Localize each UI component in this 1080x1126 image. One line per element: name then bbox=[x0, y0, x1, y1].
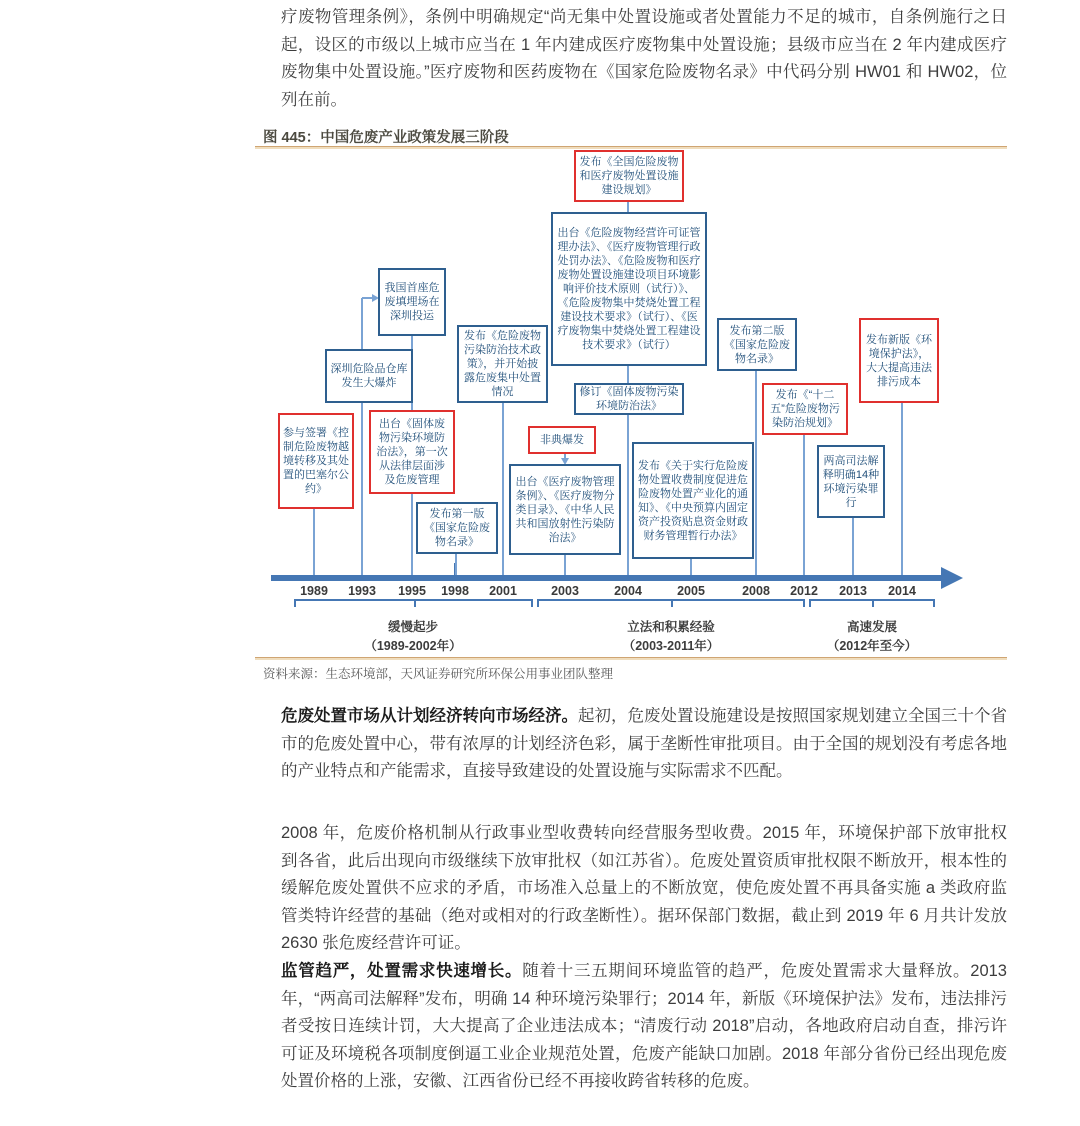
year-label: 2001 bbox=[489, 584, 517, 598]
connector-line bbox=[411, 494, 413, 575]
phase-brace-tick bbox=[414, 599, 416, 607]
phase-name: 立法和积累经验 bbox=[627, 620, 715, 634]
timeline-box-sars: 非典爆发 bbox=[528, 426, 596, 454]
phase-name: 缓慢起步 bbox=[387, 620, 438, 634]
paragraph-lead: 危废处置市场从计划经济转向市场经济。 bbox=[281, 707, 578, 725]
connector-line bbox=[564, 555, 566, 575]
phase-brace-tick bbox=[872, 599, 874, 607]
year-label: 2008 bbox=[742, 584, 770, 598]
paragraph-pricing bbox=[281, 820, 1007, 958]
timeline-box-swlaw-revision: 修订《固体废物污染环境防治法》 bbox=[574, 383, 684, 415]
timeline-box-explosion: 深圳危险品仓库发生大爆炸 bbox=[325, 349, 413, 403]
connector-line bbox=[361, 403, 363, 575]
figure-source: 资料来源：生态环境部，天风证券研究所环保公用事业团队整理 bbox=[263, 667, 614, 681]
year-label: 2014 bbox=[888, 584, 916, 598]
connector-line bbox=[690, 559, 692, 575]
paragraph-text: 2008 年，危废价格机制从行政事业型收费转向经营服务型收费。2015 年，环境保护部下放审批权到各省，此后出现向市级继续下放审批权（如江苏省）。危废处置资质审批权限不断放开，根本性的缓解危废处置供不应求的矛盾，市场准入总量上的不断放宽，使危废处置不再具备实施 a 类政府监管类特许经营的基础（绝对或相对的行政垄断性）。据环保部门数据，截止到 2019 年 6 月共计发放 2630 张危废经营许可证。 bbox=[281, 824, 1007, 952]
paragraph-market-shift bbox=[281, 703, 1007, 786]
phase-name: 高速发展 bbox=[846, 620, 897, 634]
timeline-box-first-catalog: 发布第一版《国家危险废物名录》 bbox=[416, 502, 498, 554]
year-label: 2003 bbox=[551, 584, 579, 598]
timeline-box-landfill: 我国首座危废填埋场在深圳投运 bbox=[378, 268, 446, 336]
timeline-box-medical-regs: 出台《医疗废物管理条例》、《医疗废物分类目录》、《中华人民共和国放射性污染防治法》 bbox=[509, 464, 621, 555]
connector-line bbox=[627, 366, 629, 383]
phase-range: （2003-2011年） bbox=[622, 639, 720, 653]
phase-label bbox=[303, 618, 523, 656]
year-label: 2004 bbox=[614, 584, 642, 598]
connector-line bbox=[502, 403, 504, 575]
connector-line bbox=[627, 202, 629, 212]
connector-line bbox=[755, 371, 757, 575]
year-label: 1989 bbox=[300, 584, 328, 598]
phase-label bbox=[561, 618, 781, 656]
connector-line bbox=[901, 403, 903, 575]
intro-text: 疗废物管理条例》，条例中明确规定“尚无集中处置设施或者处置能力不足的城市，自条例施行之日起，设区的市级以上城市应当在 1 年内建成医疗废物集中处置设施；县级市应当在 2 年内建成医疗废物集中处置设施。”医疗废物和医药废物在《国家危险废物名录》中代码分别 HW01 和 HW02，位列在前。 bbox=[281, 8, 1007, 109]
timeline-box-solid-waste-law: 出台《固体废物污染环境防治法》，第一次从法律层面涉及危废管理 bbox=[369, 410, 455, 494]
phase-range: （2012年至今） bbox=[826, 639, 918, 653]
figure-title: 图 445：中国危废产业政策发展三阶段 bbox=[263, 130, 509, 146]
timeline-box-national-plan: 发布《全国危险废物和医疗废物处置设施建设规划》 bbox=[574, 150, 684, 202]
timeline-axis bbox=[271, 575, 943, 581]
connector-line bbox=[852, 518, 854, 575]
timeline-box-basel: 参与签署《控制危险废物越境转移及其处置的巴塞尔公约》 bbox=[278, 413, 354, 509]
timeline-box-tech-policy: 发布《危险废物污染防治技术政策》，并开始披露危废集中处置情况 bbox=[457, 325, 548, 403]
connector-line bbox=[803, 435, 805, 575]
figure-top-rule bbox=[255, 146, 1007, 149]
year-label: 2012 bbox=[790, 584, 818, 598]
connector-line bbox=[627, 415, 629, 575]
paragraph-lead: 监管趋严，处置需求快速增长。 bbox=[281, 962, 523, 980]
connector-line bbox=[313, 509, 315, 575]
paragraph-text: 随着十三五期间环境监管的趋严，危废处置需求大量释放。2013 年，“两高司法解释”发布，明确 14 种环境污染罪行；2014 年，新版《环境保护法》发布，违法排污者受按日连续计罚，大大提高了企业违法成本；“清废行动 2018”启动，各地政府启动自查，排污许可证及环境税各项制度倒逼工业企业规范处置，危废产能缺口加剧。2018 年部分省份已经出现危废处置价格的上涨，安徽、江西省份已经不再接收跨省转移的危废。 bbox=[281, 962, 1007, 1090]
phase-range: （1989-2002年） bbox=[364, 639, 462, 653]
timeline-box-permit-measures: 出台《危险废物经营许可证管理办法》、《医疗废物管理行政处罚办法》、《危险废物和医疗废物处置设施建设项目环境影响评价技术原则（试行）》、《危险废物集中焚烧处置工程建设技术要求》（试行）、《医疗废物集中焚烧处置工程建设技术要求》（试行） bbox=[551, 212, 707, 366]
year-label: 2013 bbox=[839, 584, 867, 598]
timeline-arrowhead-icon bbox=[941, 567, 963, 589]
year-label: 1995 bbox=[398, 584, 426, 598]
policy-timeline-diagram bbox=[263, 150, 1003, 660]
intro-paragraph bbox=[281, 4, 1007, 114]
timeline-box-fee-notice: 发布《关于实行危险废物处置收费制度促进危险废物处置产业化的通知》、《中央预算内固定资产投资贴息资金财政财务管理暂行办法》 bbox=[632, 442, 754, 559]
timeline-box-judicial-interpretation: 两高司法解释明确14种环境污染罪行 bbox=[817, 445, 885, 518]
phase-label bbox=[762, 618, 982, 656]
year-label: 1998 bbox=[441, 584, 469, 598]
timeline-box-second-catalog: 发布第二版《国家危险废物名录》 bbox=[717, 318, 797, 371]
phase-brace bbox=[809, 599, 935, 607]
connector-line bbox=[361, 298, 363, 349]
phase-brace bbox=[537, 599, 805, 607]
year-label: 1993 bbox=[348, 584, 376, 598]
figure-bottom-rule bbox=[255, 657, 1007, 660]
phase-brace-tick bbox=[671, 599, 673, 607]
paragraph-text: 起初，危废处置设施建设是按照国家规划建立全国三十个省市的危废处置中心，带有浓厚的计划经济色彩，属于垄断性审批项目。由于全国的规划没有考虑各地的产业特点和产能需求，直接导致建设的处置设施与实际需求不匹配。 bbox=[281, 707, 1007, 780]
year-label: 2005 bbox=[677, 584, 705, 598]
phase-brace bbox=[294, 599, 533, 607]
connector-line bbox=[455, 554, 457, 575]
timeline-box-twelfth-plan: 发布《“十二五”危险废物污染防治规划》 bbox=[762, 383, 848, 435]
paragraph-regulation bbox=[281, 958, 1007, 1096]
timeline-box-new-epl: 发布新版《环境保护法》，大大提高违法排污成本 bbox=[859, 318, 939, 403]
